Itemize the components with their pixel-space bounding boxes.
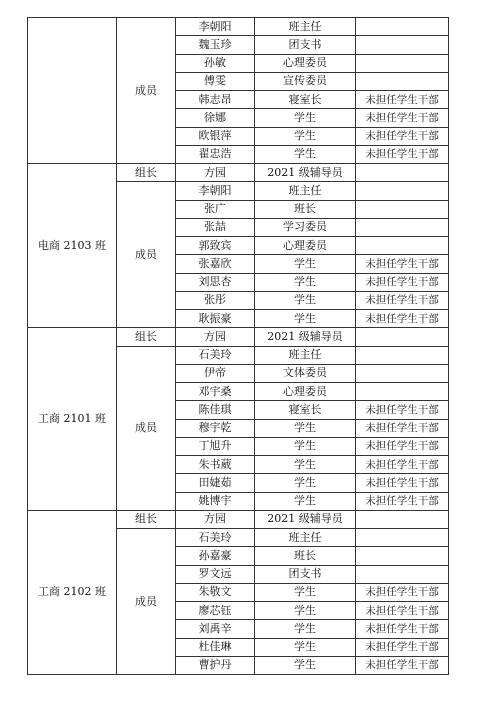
position-cell: 学生: [255, 437, 356, 455]
position-cell: 学生: [255, 474, 356, 492]
name-cell: 傅雯: [176, 72, 255, 90]
name-cell: 丁旭升: [176, 437, 255, 455]
position-cell: 班主任: [255, 182, 356, 200]
class-name-cell: 工商 2102 班: [28, 510, 117, 674]
name-cell: 穆宇乾: [176, 419, 255, 437]
class-name-cell: [28, 18, 117, 164]
position-cell: 学生: [255, 602, 356, 620]
name-cell: 方园: [176, 510, 255, 528]
note-cell: [356, 383, 449, 401]
name-cell: 田婕茹: [176, 474, 255, 492]
note-cell: [356, 364, 449, 382]
position-cell: 班长: [255, 547, 356, 565]
name-cell: 杜佳琳: [176, 638, 255, 656]
note-cell: 未担任学生干部: [356, 492, 449, 510]
name-cell: 邓宇桑: [176, 383, 255, 401]
note-cell: [356, 164, 449, 182]
leader-row: [28, 328, 449, 346]
position-cell: 学生: [255, 492, 356, 510]
note-cell: [356, 237, 449, 255]
position-cell: 学生: [255, 620, 356, 638]
position-cell: 班长: [255, 200, 356, 218]
position-cell: 学生: [255, 583, 356, 601]
role-label-cell: 组长: [117, 328, 176, 346]
name-cell: 欧银萍: [176, 127, 255, 145]
note-cell: [356, 547, 449, 565]
position-cell: 寝室长: [255, 401, 356, 419]
position-cell: 2021 级辅导员: [255, 510, 356, 528]
note-cell: 未担任学生干部: [356, 638, 449, 656]
position-cell: 学生: [255, 638, 356, 656]
note-cell: [356, 72, 449, 90]
note-cell: 未担任学生干部: [356, 474, 449, 492]
name-cell: 耿振豪: [176, 310, 255, 328]
position-cell: 学生: [255, 656, 356, 674]
name-cell: 罗文远: [176, 565, 255, 583]
class-name-cell: 工商 2101 班: [28, 328, 117, 511]
name-cell: 石美玲: [176, 346, 255, 364]
note-cell: 未担任学生干部: [356, 255, 449, 273]
role-label-cell: 成员: [117, 182, 176, 328]
note-cell: 未担任学生干部: [356, 109, 449, 127]
name-cell: 伊帝: [176, 364, 255, 382]
name-cell: 张广: [176, 200, 255, 218]
position-cell: 班主任: [255, 346, 356, 364]
position-cell: 班主任: [255, 529, 356, 547]
role-label-cell: 组长: [117, 164, 176, 182]
note-cell: 未担任学生干部: [356, 620, 449, 638]
position-cell: 学习委员: [255, 218, 356, 236]
note-cell: 未担任学生干部: [356, 656, 449, 674]
position-cell: 学生: [255, 291, 356, 309]
position-cell: 学生: [255, 255, 356, 273]
position-cell: 学生: [255, 127, 356, 145]
role-label-cell: 成员: [117, 18, 176, 164]
position-cell: 2021 级辅导员: [255, 328, 356, 346]
position-cell: 学生: [255, 456, 356, 474]
name-cell: 陈佳琪: [176, 401, 255, 419]
name-cell: 张嘉欣: [176, 255, 255, 273]
note-cell: 未担任学生干部: [356, 419, 449, 437]
note-cell: 未担任学生干部: [356, 437, 449, 455]
note-cell: 未担任学生干部: [356, 291, 449, 309]
position-cell: 心理委员: [255, 54, 356, 72]
name-cell: 石美玲: [176, 529, 255, 547]
note-cell: [356, 529, 449, 547]
name-cell: 张彤: [176, 291, 255, 309]
note-cell: [356, 218, 449, 236]
note-cell: [356, 18, 449, 36]
note-cell: 未担任学生干部: [356, 401, 449, 419]
name-cell: 徐娜: [176, 109, 255, 127]
note-cell: [356, 510, 449, 528]
leader-row: [28, 164, 449, 182]
name-cell: 姚博宇: [176, 492, 255, 510]
note-cell: 未担任学生干部: [356, 91, 449, 109]
name-cell: 孙敏: [176, 54, 255, 72]
name-cell: 李朝阳: [176, 182, 255, 200]
role-label-cell: 组长: [117, 510, 176, 528]
position-cell: 2021 级辅导员: [255, 164, 356, 182]
note-cell: [356, 346, 449, 364]
name-cell: 李朝阳: [176, 18, 255, 36]
note-cell: 未担任学生干部: [356, 273, 449, 291]
name-cell: 孙嘉豪: [176, 547, 255, 565]
name-cell: 朱书葳: [176, 456, 255, 474]
position-cell: 心理委员: [255, 237, 356, 255]
roster-table: [27, 17, 449, 675]
role-label-cell: 成员: [117, 346, 176, 510]
name-cell: 方园: [176, 328, 255, 346]
note-cell: 未担任学生干部: [356, 310, 449, 328]
name-cell: 翟忠浩: [176, 145, 255, 163]
position-cell: 心理委员: [255, 383, 356, 401]
note-cell: 未担任学生干部: [356, 602, 449, 620]
position-cell: 团支书: [255, 36, 356, 54]
position-cell: 学生: [255, 109, 356, 127]
position-cell: 团支书: [255, 565, 356, 583]
note-cell: [356, 200, 449, 218]
position-cell: 学生: [255, 273, 356, 291]
note-cell: [356, 36, 449, 54]
note-cell: 未担任学生干部: [356, 145, 449, 163]
name-cell: 方园: [176, 164, 255, 182]
name-cell: 刘思杏: [176, 273, 255, 291]
name-cell: 曹护丹: [176, 656, 255, 674]
roster-body: [28, 18, 449, 675]
name-cell: 韩志昂: [176, 91, 255, 109]
note-cell: [356, 54, 449, 72]
position-cell: 宣传委员: [255, 72, 356, 90]
position-cell: 学生: [255, 145, 356, 163]
member-row: [28, 18, 449, 36]
position-cell: 学生: [255, 310, 356, 328]
role-label-cell: 成员: [117, 529, 176, 675]
name-cell: 朱敬文: [176, 583, 255, 601]
note-cell: 未担任学生干部: [356, 127, 449, 145]
note-cell: 未担任学生干部: [356, 583, 449, 601]
note-cell: 未担任学生干部: [356, 456, 449, 474]
position-cell: 文体委员: [255, 364, 356, 382]
name-cell: 张喆: [176, 218, 255, 236]
note-cell: [356, 565, 449, 583]
position-cell: 寝室长: [255, 91, 356, 109]
note-cell: [356, 328, 449, 346]
leader-row: [28, 510, 449, 528]
class-name-cell: 电商 2103 班: [28, 164, 117, 328]
note-cell: [356, 182, 449, 200]
name-cell: 郭致宾: [176, 237, 255, 255]
position-cell: 学生: [255, 419, 356, 437]
name-cell: 魏玉珍: [176, 36, 255, 54]
name-cell: 刘禹辛: [176, 620, 255, 638]
position-cell: 班主任: [255, 18, 356, 36]
name-cell: 廖芯钰: [176, 602, 255, 620]
